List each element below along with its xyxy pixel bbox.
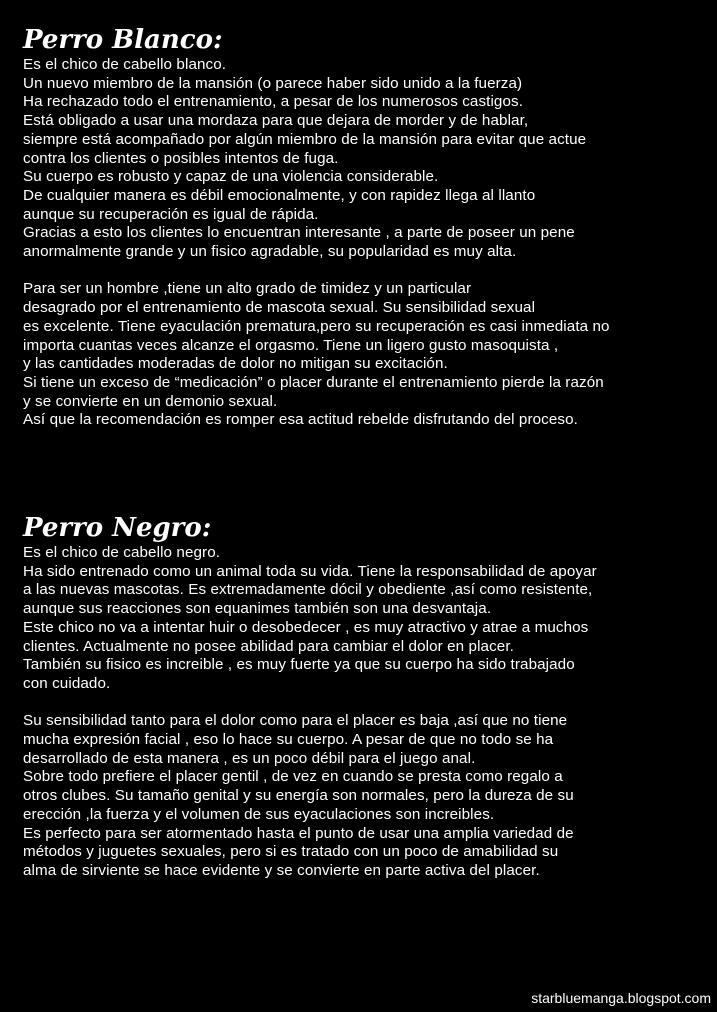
text-line: Sobre todo prefiere el placer gentil , de vez en cuando se presta como regalo a [23,768,563,786]
text-line: Si tiene un exceso de “medicación” o placer durante el entrenamiento pierde la razón [23,373,604,391]
black-dog-title: Perro Negro: [23,513,212,543]
text-line: Su sensibilidad tanto para el dolor como para el placer es baja ,así que no tiene [23,712,568,730]
text-line: a las nuevas mascotas. Es extremadamente dócil y obediente ,así como resistente, [23,581,593,599]
text-line: anormalmente grande y un fisico agradable, su popularidad es muy alta. [23,243,517,261]
text-line: y se convierte en un demonio sexual. [23,392,278,410]
text-line: Su cuerpo es robusto y capaz de una violencia considerable. [23,168,439,186]
white-dog-section [23,24,703,430]
text-line: siempre está acompañado por algún miembro de la mansión para evitar que actue [23,130,587,148]
site-credit: starbluemanga.blogspot.com [531,990,711,1006]
text-line: mucha expresión facial , eso lo hace su cuerpo. A pesar de que no todo se ha [23,731,554,749]
text-line: Es el chico de cabello negro. [23,544,221,561]
text-line: Es perfecto para ser atormentado hasta el punto de usar una amplia variedad de [23,824,574,842]
text-line: con cuidado. [23,674,111,692]
text-line: aunque sus reacciones son equanimes también son una desvantaja. [23,600,492,618]
text-line: Está obligado a usar una mordaza para que dejara de morder y de hablar, [23,112,529,130]
text-line: métodos y juguetes sexuales, pero si es tratado con un poco de amabilidad su [23,843,559,861]
text-line: erección ,la fuerza y el volumen de sus eyaculaciones son increibles. [23,805,495,823]
text-line: Gracias a esto los clientes lo encuentran interesante , a parte de poseer un pene [23,224,575,242]
white-dog-title: Perro Blanco: [23,25,223,55]
text-line: De cualquier manera es débil emocionalmente, y con rapidez llega al llanto [23,186,536,204]
black-dog-paragraph-1 [23,544,703,694]
text-line: desagrado por el entrenamiento de mascota sexual. Su sensibilidad sexual [23,299,536,317]
text-line: clientes. Actualmente no posee abilidad para cambiar el dolor en placer. [23,637,514,655]
text-line: y las cantidades moderadas de dolor no mitigan su excitación. [23,355,448,373]
text-line: Ha rechazado todo el entrenamiento, a pesar de los numerosos castigos. [23,93,524,111]
black-dog-section [23,512,703,881]
black-dog-paragraph-2 [23,712,703,880]
text-line: Un nuevo miembro de la mansión (o parece haber sido unido a la fuerza) [23,74,523,92]
text-line: importa cuantas veces alcanze el orgasmo. Tiene un ligero gusto masoquista , [23,336,559,354]
text-line: desarrollado de esta manera , es un poco débil para el juego anal. [23,749,476,767]
text-line: Es el chico de cabello blanco. [23,56,227,73]
text-line: otros clubes. Su tamaño genital y su energía son normales, pero la dureza de su [23,787,574,805]
text-line: contra los clientes o posibles intentos de fuga. [23,149,339,167]
text-line: Para ser un hombre ,tiene un alto grado de timidez y un particular [23,280,472,298]
text-line: Este chico no va a intentar huir o desobedecer , es muy atractivo y atrae a muchos [23,618,589,636]
text-line: aunque su recuperación es igual de rápida. [23,205,319,223]
text-line: Ha sido entrenado como un animal toda su vida. Tiene la responsabilidad de apoyar [23,562,597,580]
text-line: También su fisico es increible , es muy fuerte ya que su cuerpo ha sido trabajado [23,656,575,674]
text-line: alma de sirviente se hace evidente y se convierte en parte activa del placer. [23,861,540,879]
white-dog-paragraph-2 [23,280,703,430]
white-dog-paragraph-1 [23,56,703,262]
text-line: Así que la recomendación es romper esa actitud rebelde disfrutando del proceso. [23,411,578,429]
text-line: es excelente. Tiene eyaculación prematura,pero su recuperación es casi inmediata no [23,317,610,335]
